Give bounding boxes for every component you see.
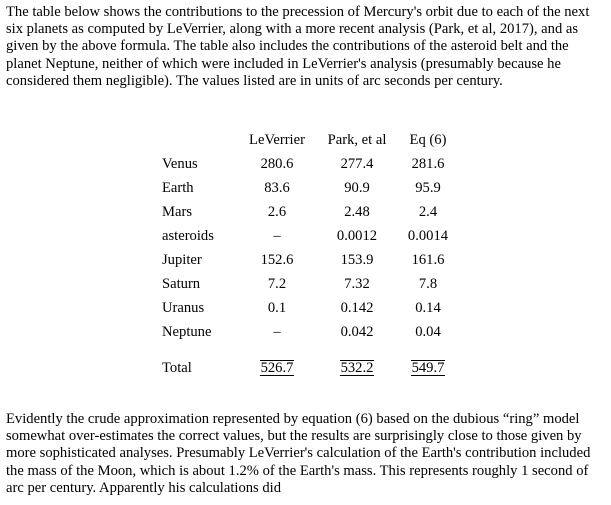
header-park: Park, et al [327, 131, 387, 148]
header-eq6: Eq (6) [409, 131, 447, 148]
row-label: Jupiter [162, 251, 202, 268]
row-label: Venus [162, 155, 198, 172]
cell-eq6: 0.04 [415, 323, 441, 340]
table-row [155, 320, 462, 344]
row-label: Neptune [162, 323, 212, 340]
cell-park: 0.142 [340, 299, 374, 316]
total-park: 532.2 [340, 359, 374, 376]
total-eq6-cell [394, 356, 462, 380]
cell-eq6: 0.0014 [407, 227, 449, 244]
cell-eq6: 0.14 [415, 299, 441, 316]
cell-eq6: 7.8 [418, 275, 438, 292]
cell-leverrier: 83.6 [264, 179, 290, 196]
cell-park: 2.48 [344, 203, 370, 220]
table-header-row [155, 128, 462, 152]
header-leverrier: LeVerrier [249, 131, 305, 148]
total-leverrier: 526.7 [260, 359, 294, 376]
cell-park: 0.0012 [336, 227, 378, 244]
table-row [155, 296, 462, 320]
cell-park: 7.32 [344, 275, 370, 292]
cell-leverrier: 152.6 [260, 251, 294, 268]
table-row [155, 248, 462, 272]
cell-leverrier: – [273, 323, 281, 340]
cell-leverrier: 2.6 [267, 203, 287, 220]
cell-park: 0.042 [340, 323, 374, 340]
cell-park: 153.9 [340, 251, 374, 268]
total-park-cell [320, 356, 394, 380]
cell-leverrier: 7.2 [267, 275, 287, 292]
cell-leverrier: – [273, 227, 281, 244]
table-spacer-row [155, 344, 462, 356]
header-corner [155, 128, 234, 152]
precession-table [155, 128, 462, 380]
row-label: Mars [162, 203, 192, 220]
cell-eq6: 95.9 [415, 179, 441, 196]
total-eq6: 549.7 [411, 359, 445, 376]
table-row [155, 176, 462, 200]
cell-eq6: 2.4 [418, 203, 438, 220]
row-label: Earth [162, 179, 194, 196]
cell-eq6: 161.6 [411, 251, 445, 268]
total-row [155, 356, 462, 380]
row-label: Uranus [162, 299, 205, 316]
row-label: asteroids [162, 227, 214, 244]
row-label: Saturn [162, 275, 201, 292]
table-row [155, 200, 462, 224]
table-row [155, 152, 462, 176]
cell-leverrier: 280.6 [260, 155, 294, 172]
table-row [155, 224, 462, 248]
table-row [155, 272, 462, 296]
total-leverrier-cell [234, 356, 320, 380]
cell-park: 277.4 [340, 155, 374, 172]
cell-park: 90.9 [344, 179, 370, 196]
closing-paragraph: Evidently the crude approximation represented by equation (6) based on the dubious “ring” model somewhat over-estimates the correct values, but the results are surprisingly close to those given by more sophisticated analyses. Presumably LeVerrier's calculation of the Earth's contribution included the mass of the Moon, which is about 1.2% of the Earth's mass. This represents roughly 1 second of arc per century. Apparently his calculations did [6, 411, 591, 496]
cell-eq6: 281.6 [411, 155, 445, 172]
cell-leverrier: 0.1 [267, 299, 287, 316]
intro-paragraph: The table below shows the contributions to the precession of Mercury's orbit due to each of the next six planets as computed by LeVerrier, along with a more recent analysis (Park, et al, 2017), and as given by the above formula. The table also includes the contributions of the asteroid belt and the planet Neptune, neither of which were included in LeVerrier's analysis (presumably because he considered them negligible). The values listed are in units of arc seconds per century. [6, 4, 590, 89]
total-label: Total [162, 359, 192, 376]
